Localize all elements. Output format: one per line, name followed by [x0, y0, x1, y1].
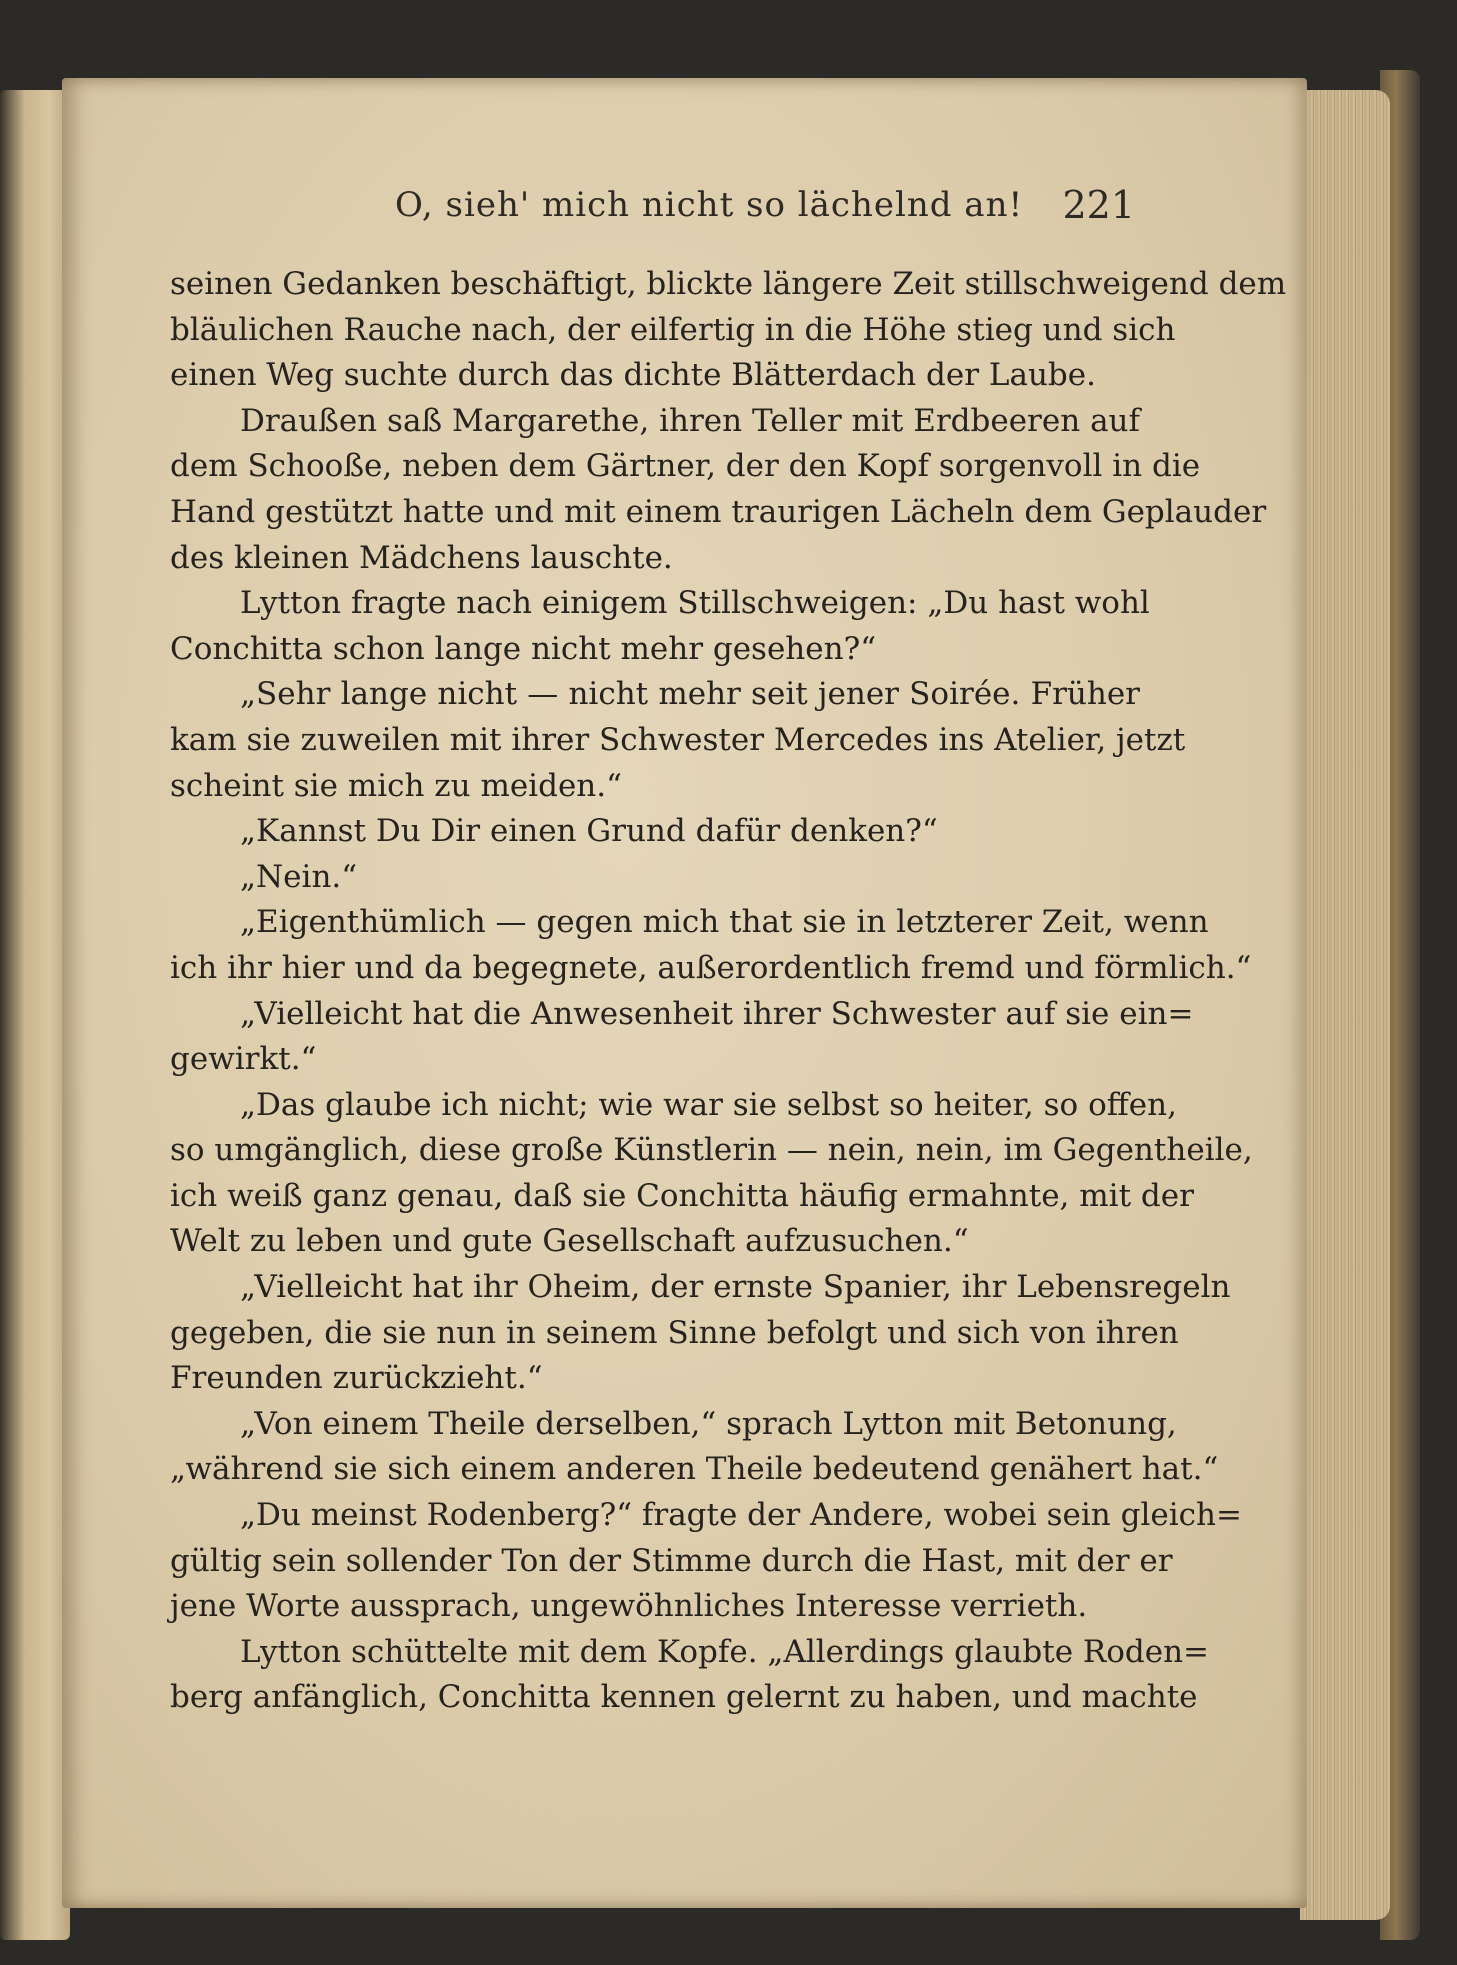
page-stack-edge	[1300, 90, 1390, 1920]
text-line: gültig sein sollender Ton der Stimme durch die Hast, mit der er	[170, 1542, 1173, 1579]
text-line: bläulichen Rauche nach, der eilfertig in die Höhe stieg und sich	[170, 311, 1176, 348]
text-line: Draußen saß Margarethe, ihren Teller mit Erdbeeren auf	[240, 402, 1140, 439]
running-title: O, sieh' mich nicht so lächelnd an!	[395, 185, 1024, 225]
text-line: Freunden zurückzieht.“	[170, 1360, 543, 1397]
text-line: „während sie sich einem anderen Theile bedeutend genähert hat.“	[170, 1451, 1219, 1488]
text-line: des kleinen Mädchens lauschte.	[170, 539, 673, 576]
text-line: „Vielleicht hat ihr Oheim, der ernste Spanier, ihr Lebensregeln	[240, 1269, 1231, 1306]
text-line: „Eigenthümlich — gegen mich that sie in letzterer Zeit, wenn	[240, 904, 1209, 941]
text-line: „Sehr lange nicht — nicht mehr seit jener Soirée. Früher	[240, 676, 1140, 713]
text-line: Conchitta schon lange nicht mehr gesehen?“	[170, 630, 877, 667]
text-line: ich weiß ganz genau, daß sie Conchitta häufig ermahnte, mit der	[170, 1177, 1194, 1214]
text-line: „Nein.“	[240, 858, 358, 895]
text-line: gewirkt.“	[170, 1041, 317, 1078]
text-line: seinen Gedanken beschäftigt, blickte längere Zeit stillschweigend dem	[170, 266, 1287, 302]
body-text	[170, 262, 1287, 1721]
text-line: Lytton schüttelte mit dem Kopfe. „Allerdings glaubte Roden=	[240, 1633, 1210, 1670]
text-line: „Von einem Theile derselben,“ sprach Lytton mit Betonung,	[240, 1405, 1177, 1442]
text-line: Welt zu leben und gute Gesellschaft aufzusuchen.“	[170, 1223, 969, 1260]
text-line: berg anfänglich, Conchitta kennen gelernt zu haben, und machte	[170, 1679, 1198, 1716]
text-line: gegeben, die sie nun in seinem Sinne befolgt und sich von ihren	[170, 1314, 1179, 1351]
text-line: „Kannst Du Dir einen Grund dafür denken?“	[240, 813, 938, 850]
page-number: 221	[1062, 183, 1135, 227]
text-line: „Du meinst Rodenberg?“ fragte der Andere, wobei sein gleich=	[240, 1497, 1242, 1534]
text-line: jene Worte aussprach, ungewöhnliches Interesse verrieth.	[170, 1588, 1088, 1625]
text-line: einen Weg suchte durch das dichte Blätterdach der Laube.	[170, 357, 1096, 394]
text-line: „Vielleicht hat die Anwesenheit ihrer Schwester auf sie ein=	[240, 995, 1194, 1032]
text-line: dem Schooße, neben dem Gärtner, der den Kopf sorgenvoll in die	[170, 448, 1201, 485]
text-line: kam sie zuweilen mit ihrer Schwester Mercedes ins Atelier, jetzt	[170, 721, 1186, 758]
previous-page-edge	[0, 90, 70, 1940]
text-line: scheint sie mich zu meiden.“	[170, 767, 622, 804]
text-line: Lytton fragte nach einigem Stillschweigen: „Du hast wohl	[240, 585, 1150, 622]
text-line: ich ihr hier und da begegnete, außerordentlich fremd und förmlich.“	[170, 949, 1252, 986]
page-header	[170, 185, 1135, 235]
text-line: „Das glaube ich nicht; wie war sie selbst so heiter, so offen,	[240, 1086, 1177, 1123]
text-line: Hand gestützt hatte und mit einem traurigen Lächeln dem Geplauder	[170, 493, 1267, 530]
text-line: so umgänglich, diese große Künstlerin — nein, nein, im Gegentheile,	[170, 1132, 1253, 1169]
